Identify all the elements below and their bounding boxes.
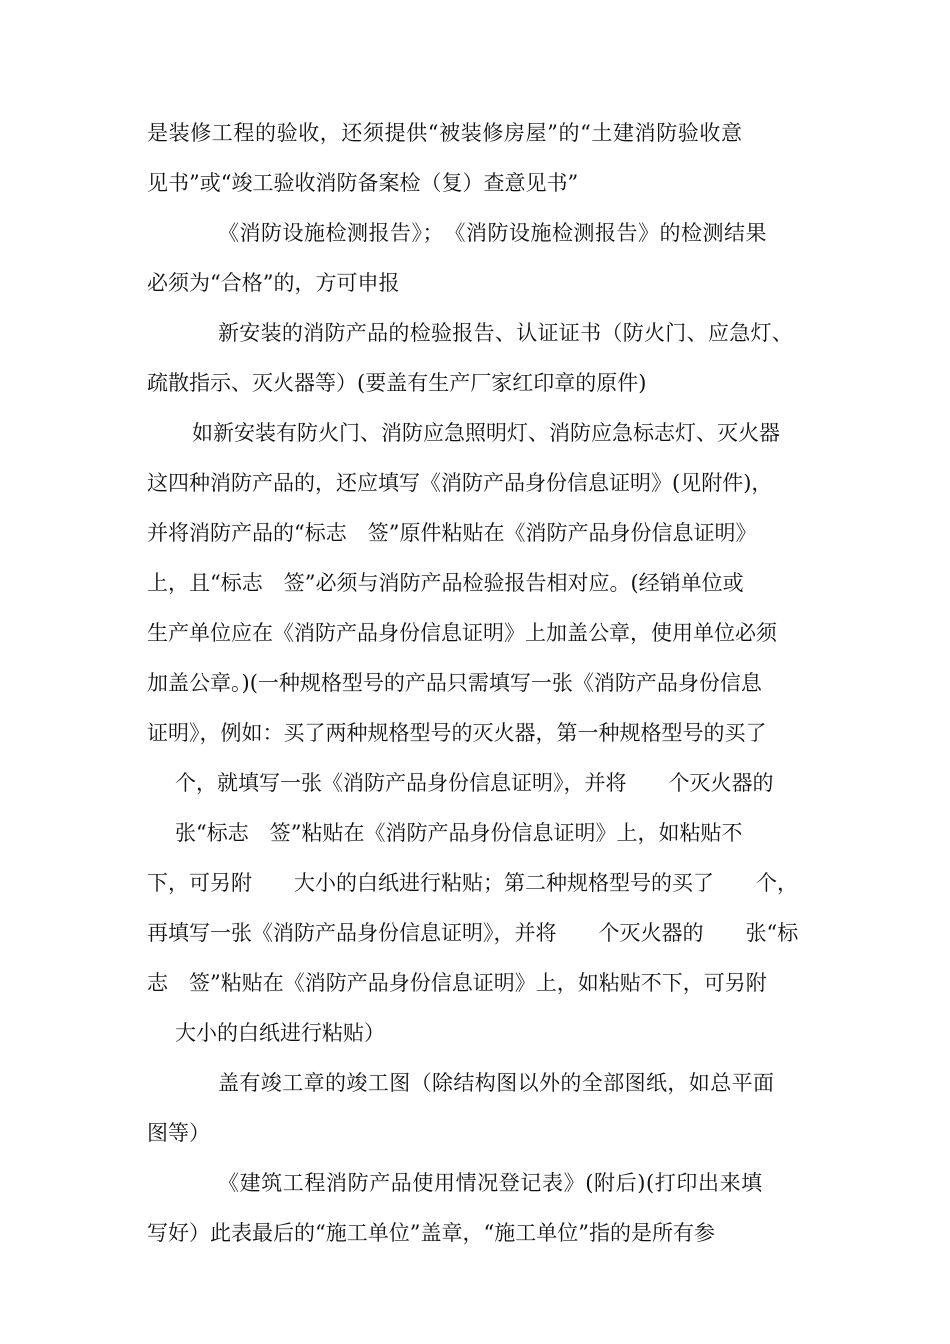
text-line-1: 是装修工程的验收，还须提供“被装修房屋”的“土建消防验收意	[147, 121, 743, 145]
text-line-12: 加盖公章。)(一种规格型号的产品只需填写一张《消防产品身份信息	[147, 671, 762, 695]
text-line-3: 《消防设施检测报告》； 《消防设施检测报告》的检测结果	[218, 221, 767, 245]
text-line-2: 见书”或“竣工验收消防备案检（复）查意见书”	[147, 171, 579, 195]
text-line-8: 这四种消防产品的，还应填写《消防产品身份信息证明》(见附件)，	[147, 471, 773, 495]
text-line-10: 上，且“标志 签”必须与消防产品检验报告相对应。(经销单位或	[147, 571, 744, 595]
text-line-14: 个，就填写一张《消防产品身份信息证明》，并将 个灭火器的	[175, 771, 774, 795]
text-line-22: 《建筑工程消防产品使用情况登记表》(附后)(打印出来填	[218, 1171, 763, 1195]
text-line-17: 再填写一张《消防产品身份信息证明》，并将 个灭火器的 张“标	[147, 921, 799, 945]
text-line-11: 生产单位应在《消防产品身份信息证明》上加盖公章，使用单位必须	[147, 621, 777, 645]
text-line-6: 疏散指示、灭火器等）(要盖有生产厂家红印章的原件)	[147, 371, 647, 395]
text-line-15: 张“标志 签”粘贴在《消防产品身份信息证明》上，如粘贴不	[175, 821, 743, 845]
text-line-23: 写好）此表最后的“施工单位”盖章，“施工单位”指的是所有参	[147, 1221, 715, 1245]
text-line-7: 如新安装有防火门、消防应急照明灯、消防应急标志灯、灭火器	[192, 421, 780, 445]
text-line-13: 证明》，例如：买了两种规格型号的灭火器，第一种规格型号的买了	[147, 721, 767, 745]
text-line-20: 盖有竣工章的竣工图（除结构图以外的全部图纸，如总平面	[218, 1071, 775, 1095]
text-line-18: 志 签”粘贴在《消防产品身份信息证明》上，如粘贴不下，可另附	[147, 971, 767, 995]
text-line-4: 必须为“合格”的，方可申报	[147, 271, 400, 295]
text-line-9: 并将消防产品的“标志 签”原件粘贴在《消防产品身份信息证明》	[147, 521, 757, 545]
text-line-19: 大小的白纸进行粘贴）	[175, 1021, 385, 1045]
text-line-21: 图等）	[147, 1121, 210, 1145]
text-line-5: 新安装的消防产品的检验报告、认证证书（防火门、应急灯、	[218, 321, 794, 345]
text-line-16: 下，可另附 大小的白纸进行粘贴；第二种规格型号的买了 个，	[147, 871, 798, 895]
